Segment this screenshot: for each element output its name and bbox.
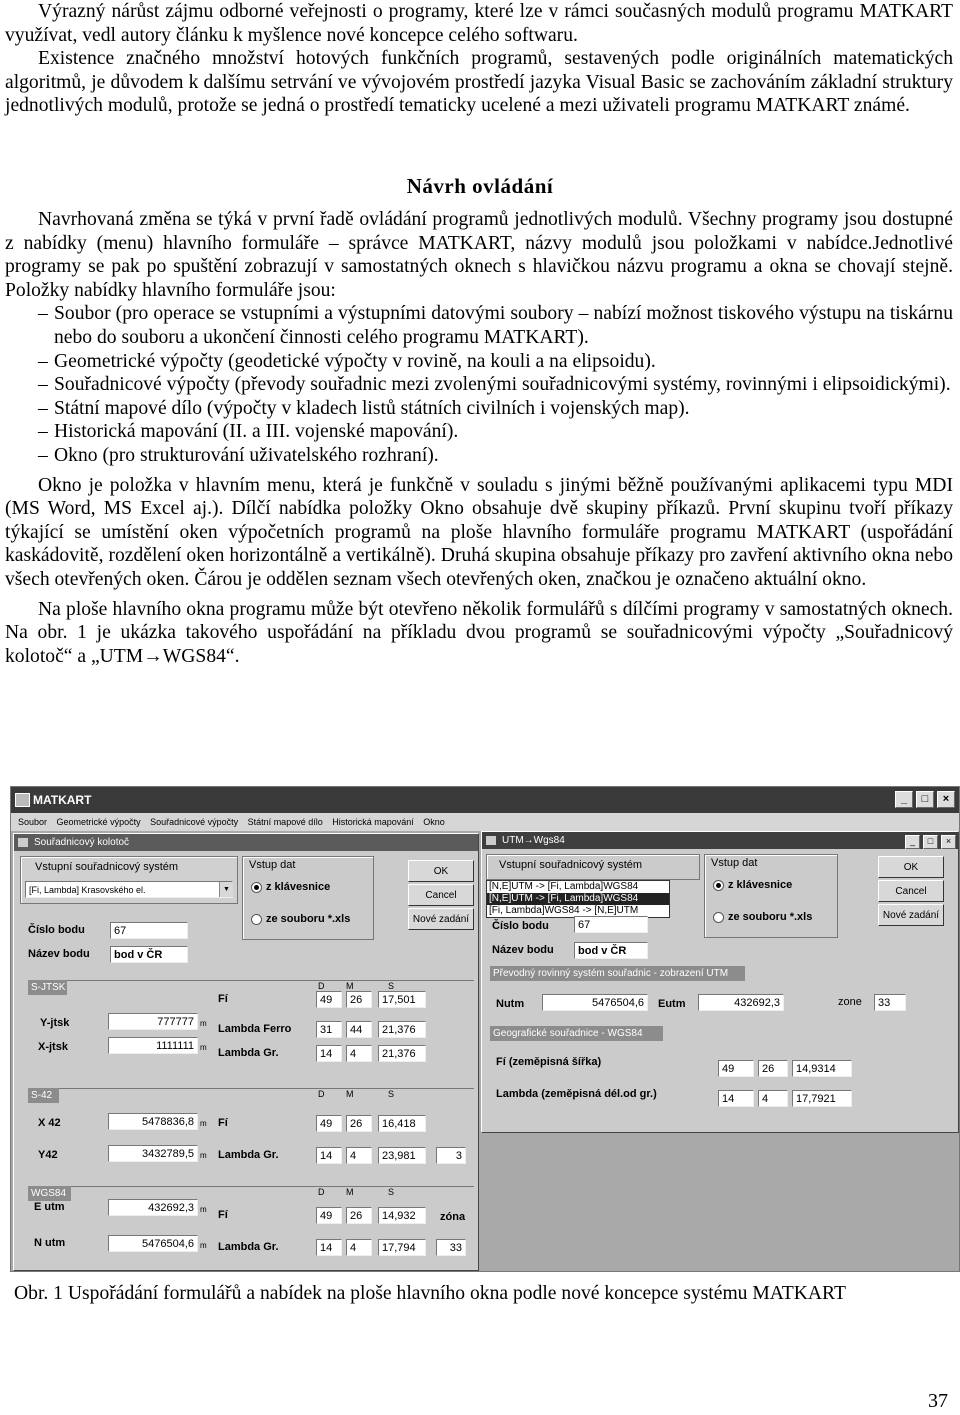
unit-m: m [200, 1151, 207, 1160]
fi-label: Fí [218, 1117, 228, 1129]
input-system-label: Vstupní souřadnicový systém [499, 859, 643, 871]
point-number-label: Číslo bodu [492, 920, 549, 932]
unit-m: m [200, 1119, 207, 1128]
point-name-label: Název bodu [492, 944, 554, 956]
menu-soubor[interactable]: Soubor [18, 817, 48, 827]
dropdown-option[interactable]: [N,E]UTM -> [Fi, Lambda]WGS84 [489, 881, 639, 892]
zone-label: zone [838, 996, 862, 1008]
window-titlebar[interactable] [14, 834, 478, 851]
new-input-button[interactable]: Nové zadání [408, 908, 474, 930]
ok-button[interactable]: OK [408, 860, 474, 882]
d-label: D [318, 1089, 325, 1099]
intro-text [5, 0, 953, 118]
fi-s[interactable]: 14,9314 [792, 1060, 852, 1077]
lambda-label: Lambda (zeměpisná dél.od gr.) [496, 1088, 657, 1100]
input-system-select[interactable]: [Fi, Lambda] Krasovského el. [25, 881, 233, 898]
s-label: S [388, 1089, 395, 1099]
point-name-label: Název bodu [28, 948, 90, 960]
fi-s[interactable]: 17,501 [378, 991, 426, 1008]
cancel-button[interactable]: Cancel [408, 884, 474, 906]
m-label: M [346, 1187, 354, 1197]
radio-keyboard[interactable]: z klávesnice [713, 879, 792, 891]
d-label: D [318, 1187, 325, 1197]
maximize-button[interactable]: □ [923, 835, 938, 849]
close-button[interactable]: × [937, 791, 955, 808]
s42-zone-input[interactable]: 3 [436, 1147, 466, 1164]
system-dropdown[interactable] [486, 880, 670, 918]
fi-m[interactable]: 26 [346, 1207, 372, 1224]
radio-file[interactable]: ze souboru *.xls [251, 913, 350, 925]
lg-d[interactable]: 14 [316, 1147, 342, 1164]
fi-d[interactable]: 49 [316, 991, 342, 1008]
menu-souradnicove[interactable]: Souřadnicové výpočty [150, 817, 239, 827]
menu-historicka[interactable]: Historická mapování [332, 817, 414, 827]
point-number-label: Číslo bodu [28, 924, 85, 936]
lambda-gr-label: Lambda Gr. [218, 1047, 279, 1059]
lg-m[interactable]: 4 [346, 1147, 372, 1164]
wgs84-caption: WGS84 [28, 1186, 71, 1201]
figure-screenshot [10, 786, 960, 1272]
y-jtsk-input[interactable]: 777777 [108, 1013, 198, 1030]
minimize-button[interactable]: _ [905, 835, 920, 849]
maximize-button[interactable]: □ [916, 791, 934, 808]
s42-group [28, 1088, 474, 1179]
window-utm-wgs84 [481, 831, 959, 1133]
fi-d[interactable]: 49 [718, 1060, 754, 1077]
chevron-down-icon[interactable]: ▼ [219, 882, 233, 897]
zone-input[interactable]: 33 [874, 994, 906, 1011]
fi-s[interactable]: 16,418 [378, 1115, 426, 1132]
page-number: 37 [928, 1390, 948, 1412]
close-button[interactable]: × [941, 835, 956, 849]
d-label: D [318, 981, 325, 991]
list-item: – Okno (pro strukturování uživatelského rozhraní). [38, 444, 439, 466]
dropdown-option[interactable]: [Fi, Lambda]WGS84 -> [N,E]UTM [489, 905, 639, 916]
fi-label: Fí [218, 1209, 228, 1221]
wgs84-group [28, 1186, 474, 1267]
lf-m[interactable]: 44 [346, 1021, 372, 1038]
fi-label: Fí [218, 993, 228, 1005]
lg-s[interactable]: 21,376 [378, 1045, 426, 1062]
paragraph-3: Navrhovaná změna se týká v první řadě ovládání programů jednotlivých modulů. Všechny programy jsou dostupné z nabídky (menu) hlavního formuláře – správce MATKART, názvy modulů jsou položkami v nabídce.Jednotlivé programy se pak po spuštění zobrazují v samostatných oknech s hlavičkou názvu programu a okna se chovají stejně. Položky nabídky hlavního formuláře jsou: [5, 209, 953, 301]
menu-okno[interactable]: Okno [423, 817, 445, 827]
point-name-input[interactable]: bod v ČR [110, 946, 188, 963]
e-utm-label: E utm [34, 1201, 65, 1213]
lambda-gr-label: Lambda Gr. [218, 1149, 279, 1161]
m-label: M [346, 981, 354, 991]
m-label: M [346, 1089, 354, 1099]
lf-d[interactable]: 31 [316, 1021, 342, 1038]
menu-geometricke[interactable]: Geometrické výpočty [56, 817, 141, 827]
geo-header: Geografické souřadnice - WGS84 [490, 1026, 663, 1041]
input-data-label: Vstup dat [249, 859, 296, 871]
x-jtsk-label: X-jtsk [38, 1041, 68, 1053]
app-icon [15, 793, 30, 807]
point-number-input[interactable]: 67 [110, 922, 188, 939]
lg-d[interactable]: 14 [316, 1045, 342, 1062]
paragraph-1: Výrazný nárůst zájmu odborné veřejnosti o programy, které lze v rámci současných modulů programu MATKART využívat, vedl autory článku k myšlence nové koncepce celého softwaru. [5, 1, 953, 46]
window-souradnicovy-kolotoc [13, 833, 479, 1271]
point-name-input[interactable]: bod v ČR [574, 942, 648, 959]
fi-m[interactable]: 26 [758, 1060, 788, 1077]
eutm-label: Eutm [658, 998, 686, 1010]
s42-caption: S-42 [28, 1088, 59, 1103]
nutm-input[interactable]: 5476504,6 [542, 994, 648, 1011]
paragraph-2: Existence značného množství hotových funkčních programů, sestavených podle originálních matematických algoritmů, je důvodem k dalšímu setrvání ve vývojovém prostředí jazyka Visual Basic se zachováním základní struktury jednotlivých modulů, protože se jedná o prostředí tematicky ucelené a mezi uživateli programu MATKART známé. [5, 48, 953, 117]
fi-d[interactable]: 49 [316, 1115, 342, 1132]
y42-label: Y42 [38, 1149, 58, 1161]
sjtsk-group [28, 980, 474, 1073]
fi-label: Fí (zeměpisná šířka) [496, 1056, 602, 1068]
lg-s[interactable]: 23,981 [378, 1147, 426, 1164]
lg-m[interactable]: 4 [346, 1045, 372, 1062]
list-item: – Státní mapové dílo (výpočty v kladech listů státních civilních i vojenských map). [38, 397, 690, 419]
input-system-group [20, 856, 238, 904]
fi-s[interactable]: 14,932 [378, 1207, 426, 1224]
lg-s[interactable]: 17,794 [378, 1239, 426, 1256]
app-title: MATKART [33, 793, 92, 807]
e-utm-input[interactable]: 432692,3 [108, 1199, 198, 1216]
input-system-group [486, 854, 700, 880]
zona-label: zóna [440, 1211, 466, 1223]
mdi-area [11, 831, 959, 1271]
lambda-m[interactable]: 4 [758, 1090, 788, 1107]
n-utm-label: N utm [34, 1237, 66, 1249]
paragraph-plocha: Na ploše hlavního okna programu může být otevřeno několik formulářů s dílčími programy v samostatných oknech. Na obr. 1 je ukázka takového uspořádání na příkladu dvou programů se souřadnicovými výpočty „Souřadnicový kolotoč“ a „UTM→WGS84“. [5, 598, 953, 667]
input-data-label: Vstup dat [711, 857, 758, 869]
s-label: S [388, 1187, 395, 1197]
unit-m: m [200, 1241, 207, 1250]
cancel-button[interactable]: Cancel [878, 880, 944, 902]
unit-m: m [200, 1205, 207, 1214]
radio-keyboard[interactable]: z klávesnice [251, 881, 330, 893]
figure-caption: Obr. 1 Uspořádání formulářů a nabídek na ploše hlavního okna podle nové koncepce systému MATKART [14, 1283, 846, 1304]
point-number-input[interactable]: 67 [574, 916, 648, 933]
wgs-zone-input[interactable]: 33 [436, 1239, 466, 1256]
window-titlebar[interactable] [482, 832, 958, 849]
new-input-button[interactable]: Nové zadání [878, 904, 944, 926]
window-title: Souřadnicový kolotoč [34, 837, 130, 848]
minimize-button[interactable]: _ [895, 791, 913, 808]
input-system-label: Vstupní souřadnicový systém [35, 861, 179, 873]
lambda-gr-label: Lambda Gr. [218, 1241, 279, 1253]
s-label: S [388, 981, 395, 991]
window-icon [486, 836, 496, 845]
radio-file[interactable]: ze souboru *.xls [713, 911, 812, 923]
section-heading: Návrh ovládání [406, 174, 554, 198]
fi-d[interactable]: 49 [316, 1207, 342, 1224]
lambda-ferro-label: Lambda Ferro [218, 1023, 292, 1035]
paragraph-okno: Okno je položka v hlavním menu, která je funkčně v souladu s jinými běžně používanými aplikacemi typu MDI (MS Word, MS Excel aj.). Dílčí nabídka položky Okno obsahuje dvě skupiny příkazů. První skupinu tvoří příkazy týkající se umístění oken výpočetních programů na ploše hlavního formuláře programu MATKART (uspořádání kaskádovitě, rozdělení oken horizontálně a vertikálně). Druhá skupina obsahuje příkazy pro zavření aktivního okna nebo všech otevřených oken. Čárou je oddělen seznam všech otevřených oken, značkou je označeno aktuální okno. [5, 474, 953, 590]
y42-input[interactable]: 3432789,5 [108, 1145, 198, 1162]
lf-s[interactable]: 21,376 [378, 1021, 426, 1038]
x42-label: X 42 [38, 1117, 61, 1129]
lambda-s[interactable]: 17,7921 [792, 1090, 852, 1107]
sjtsk-caption: S-JTSK [28, 980, 67, 995]
ok-button[interactable]: OK [878, 856, 944, 878]
utm-header: Převodný rovinný systém souřadnic - zobrazení UTM [490, 966, 745, 981]
nutm-label: Nutm [496, 998, 525, 1010]
input-data-group [704, 854, 838, 938]
list-item: – Geometrické výpočty (geodetické výpočty v rovině, na kouli a na elipsoidu). [38, 350, 656, 372]
lambda-d[interactable]: 14 [718, 1090, 754, 1107]
section-body [5, 208, 953, 668]
dropdown-option-selected[interactable]: [N,E]UTM -> [Fi, Lambda]WGS84 [487, 893, 669, 905]
window-icon [18, 838, 28, 847]
x42-input[interactable]: 5478836,8 [108, 1113, 198, 1130]
list-item: – Historická mapování (II. a III. vojenské mapování). [38, 421, 459, 443]
eutm-input[interactable]: 432692,3 [698, 994, 784, 1011]
input-data-group [242, 856, 374, 940]
menu-bar [11, 813, 959, 831]
lg-m[interactable]: 4 [346, 1239, 372, 1256]
unit-m: m [200, 1043, 207, 1052]
fi-m[interactable]: 26 [346, 991, 372, 1008]
menu-statni[interactable]: Státní mapové dílo [247, 817, 323, 827]
app-titlebar [11, 787, 959, 813]
x-jtsk-input[interactable]: 1111111 [108, 1037, 198, 1054]
n-utm-input[interactable]: 5476504,6 [108, 1235, 198, 1252]
list-item: – Soubor (pro operace se vstupními a výstupními datovými soubory – nabízí možnost tiskového výstupu na tiskárnu nebo do souboru a ukončení činnosti celého programu MATKART). [38, 303, 953, 348]
lg-d[interactable]: 14 [316, 1239, 342, 1256]
y-jtsk-label: Y-jtsk [40, 1017, 70, 1029]
list-item: – Souřadnicové výpočty (převody souřadnic mezi zvolenými souřadnicovými systémy, rovinnými i elipsoidickými). [38, 374, 951, 396]
window-title: UTM→Wgs84 [502, 835, 565, 846]
unit-m: m [200, 1019, 207, 1028]
fi-m[interactable]: 26 [346, 1115, 372, 1132]
